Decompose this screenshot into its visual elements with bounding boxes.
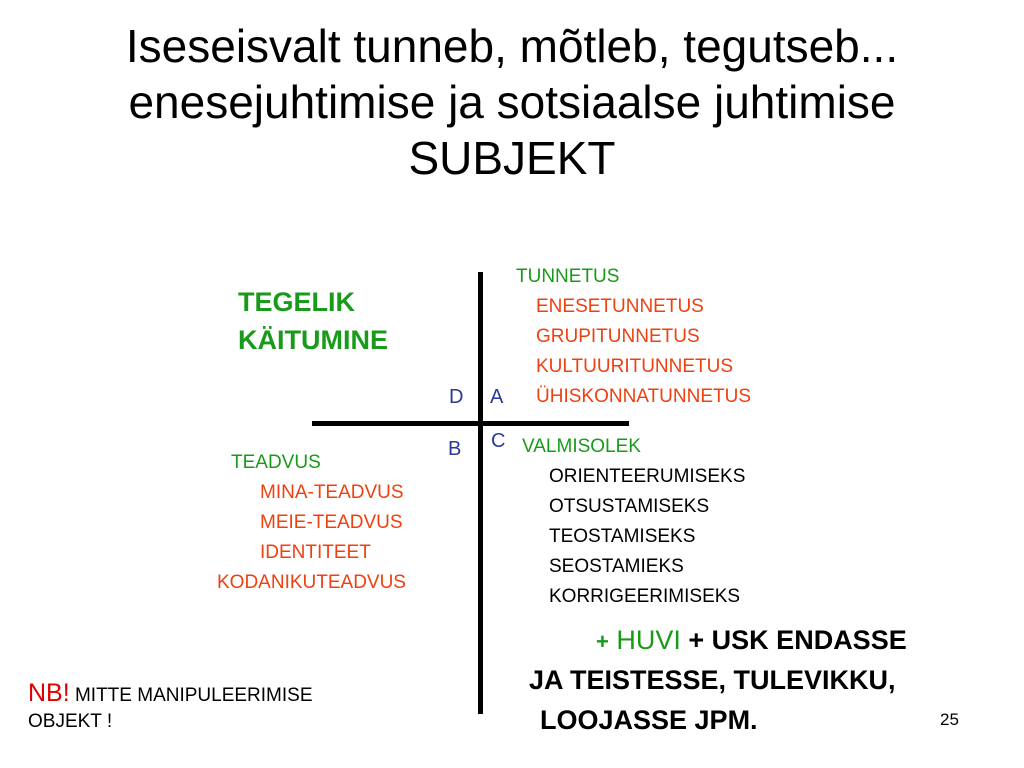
title-line-1: Iseseisvalt tunneb, mõtleb, tegutseb... xyxy=(125,20,899,72)
teadvus-item: MEIE-TEADVUS xyxy=(260,512,403,533)
behavior-line-2: KÄITUMINE xyxy=(238,325,388,355)
bottom-note-line-3: LOOJASSE JPM. xyxy=(540,705,758,735)
teadvus-block xyxy=(217,448,406,598)
valmisolek-heading: VALMISOLEK xyxy=(522,436,641,457)
valmisolek-item: TEOSTAMISEKS xyxy=(549,526,696,547)
teadvus-item: IDENTITEET xyxy=(260,542,371,563)
quadrant-label-b: B xyxy=(448,438,462,460)
valmisolek-item: OTSUSTAMISEKS xyxy=(549,496,710,517)
nb-note xyxy=(28,680,313,735)
bottom-note-huvi: HUVI xyxy=(616,625,681,655)
vertical-axis xyxy=(478,272,483,714)
tunnetus-heading: TUNNETUS xyxy=(516,266,620,287)
valmisolek-item: KORRIGEERIMISEKS xyxy=(549,586,741,607)
quadrant-label-a: A xyxy=(490,386,504,408)
horizontal-axis xyxy=(312,421,629,426)
tunnetus-item: KULTUURITUNNETUS xyxy=(536,356,734,377)
nb-note-line-2: OBJEKT ! xyxy=(28,711,113,732)
behavior-line-1: TEGELIK xyxy=(238,287,356,317)
nb-note-line-1 xyxy=(28,680,313,709)
nb-text-1: MITTE MANIPULEERIMISE xyxy=(74,685,313,706)
valmisolek-item: SEOSTAMIEKS xyxy=(549,556,684,577)
bottom-note-line-2: JA TEISTESSE, TULEVIKKU, xyxy=(529,665,896,695)
quadrant-label-d: D xyxy=(449,386,464,408)
bottom-note-plus: + xyxy=(596,629,609,654)
tunnetus-item: ÜHISKONNATUNNETUS xyxy=(536,386,751,407)
title-line-3: SUBJEKT xyxy=(408,132,616,184)
tunnetus-item: GRUPITUNNETUS xyxy=(536,326,700,347)
behavior-label xyxy=(238,283,388,359)
tunnetus-block xyxy=(516,262,751,412)
title-line-2: enesejuhtimise ja sotsiaalse juhtimise xyxy=(128,76,896,128)
teadvus-item: MINA-TEADVUS xyxy=(260,482,404,503)
page-number: 25 xyxy=(940,710,959,729)
tunnetus-item: ENESETUNNETUS xyxy=(536,296,704,317)
valmisolek-item: ORIENTEERUMISEKS xyxy=(549,466,746,487)
valmisolek-block xyxy=(522,432,745,612)
teadvus-heading: TEADVUS xyxy=(231,452,321,473)
nb-label: NB! xyxy=(28,679,70,707)
slide-title xyxy=(0,18,1024,186)
bottom-note-rest: + USK ENDASSE xyxy=(688,625,907,655)
teadvus-item: KODANIKUTEADVUS xyxy=(217,572,406,593)
bottom-note-line-1 xyxy=(596,620,907,662)
quadrant-label-c: C xyxy=(491,430,506,452)
